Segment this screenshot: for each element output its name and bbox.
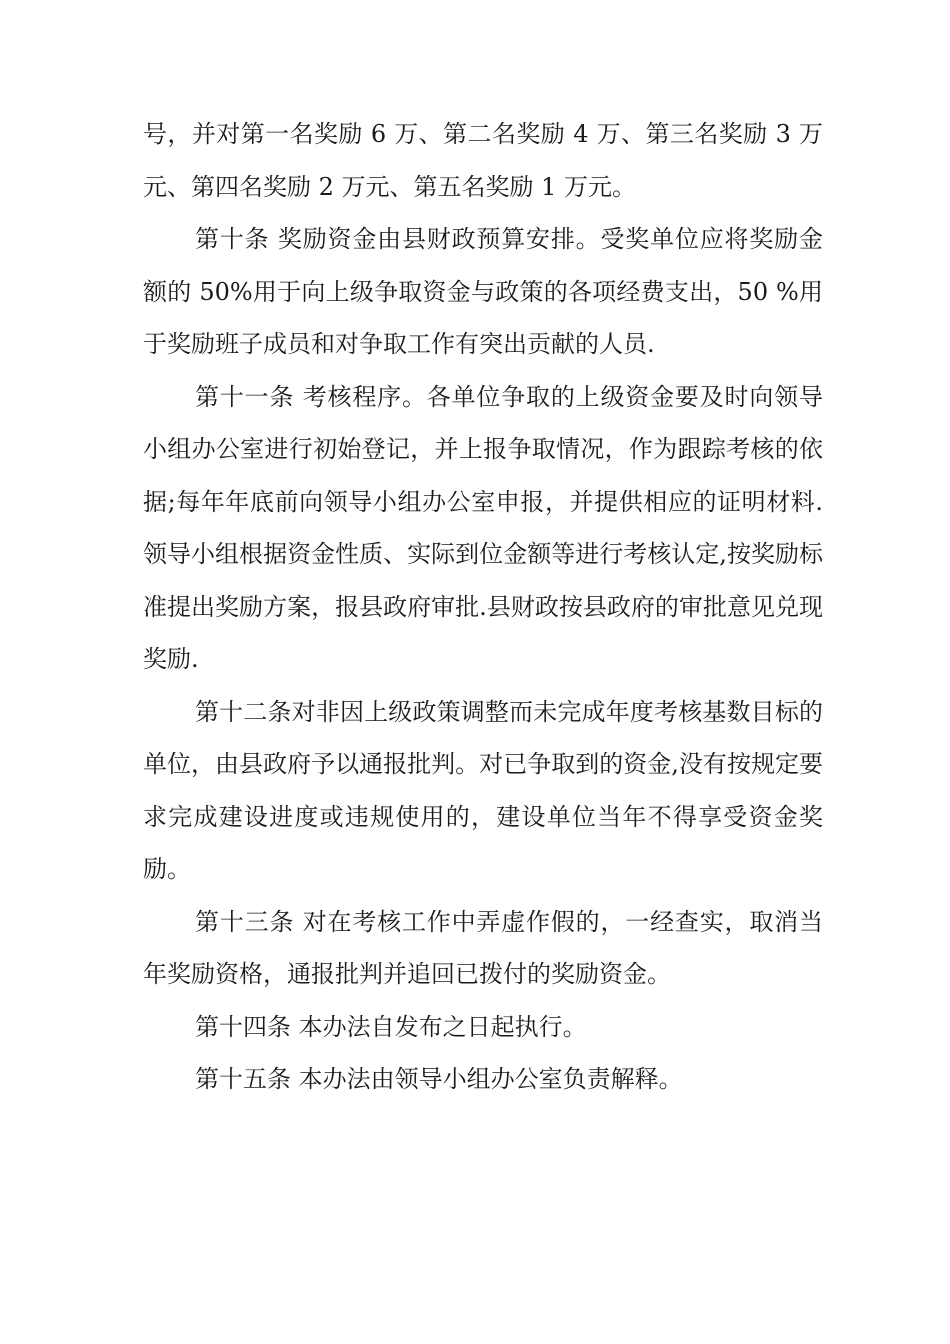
paragraph-continuation: 号，并对第一名奖励 6 万、第二名奖励 4 万、第三名奖励 3 万元、第四名奖励 2 万元、第五名奖励 1 万元。 xyxy=(143,120,823,201)
document-body xyxy=(143,108,823,1106)
paragraph-article-14: 第十四条 本办法自发布之日起执行。 xyxy=(195,1012,587,1041)
paragraph-article-13: 第十三条 对在考核工作中弄虚作假的，一经查实，取消当年奖励资格，通报批判并追回已拨付的奖励资金。 xyxy=(143,907,823,988)
paragraph-article-12: 第十二条对非因上级政策调整而未完成年度考核基数目标的单位，由县政府予以通报批判。对已争取到的资金,没有按规定要求完成建设进度或违规使用的，建设单位当年不得享受资金奖励。 xyxy=(143,697,823,883)
paragraph-article-15: 第十五条 本办法由领导小组办公室负责解释。 xyxy=(195,1065,683,1093)
paragraph-article-11: 第十一条 考核程序。各单位争取的上级资金要及时向领导小组办公室进行初始登记，并上报争取情况，作为跟踪考核的依据;每年年底前向领导小组办公室申报，并提供相应的证明材料.领导小组根据资金性质、实际到位金额等进行考核认定,按奖励标准提出奖励方案，报县政府审批.县财政按县政府的审批意见兑现奖励. xyxy=(143,382,823,673)
paragraph-article-10: 第十条 奖励资金由县财政预算安排。受奖单位应将奖励金额的 50%用于向上级争取资金与政策的各项经费支出，50 %用于奖励班子成员和对争取工作有突出贡献的人员. xyxy=(143,225,823,358)
